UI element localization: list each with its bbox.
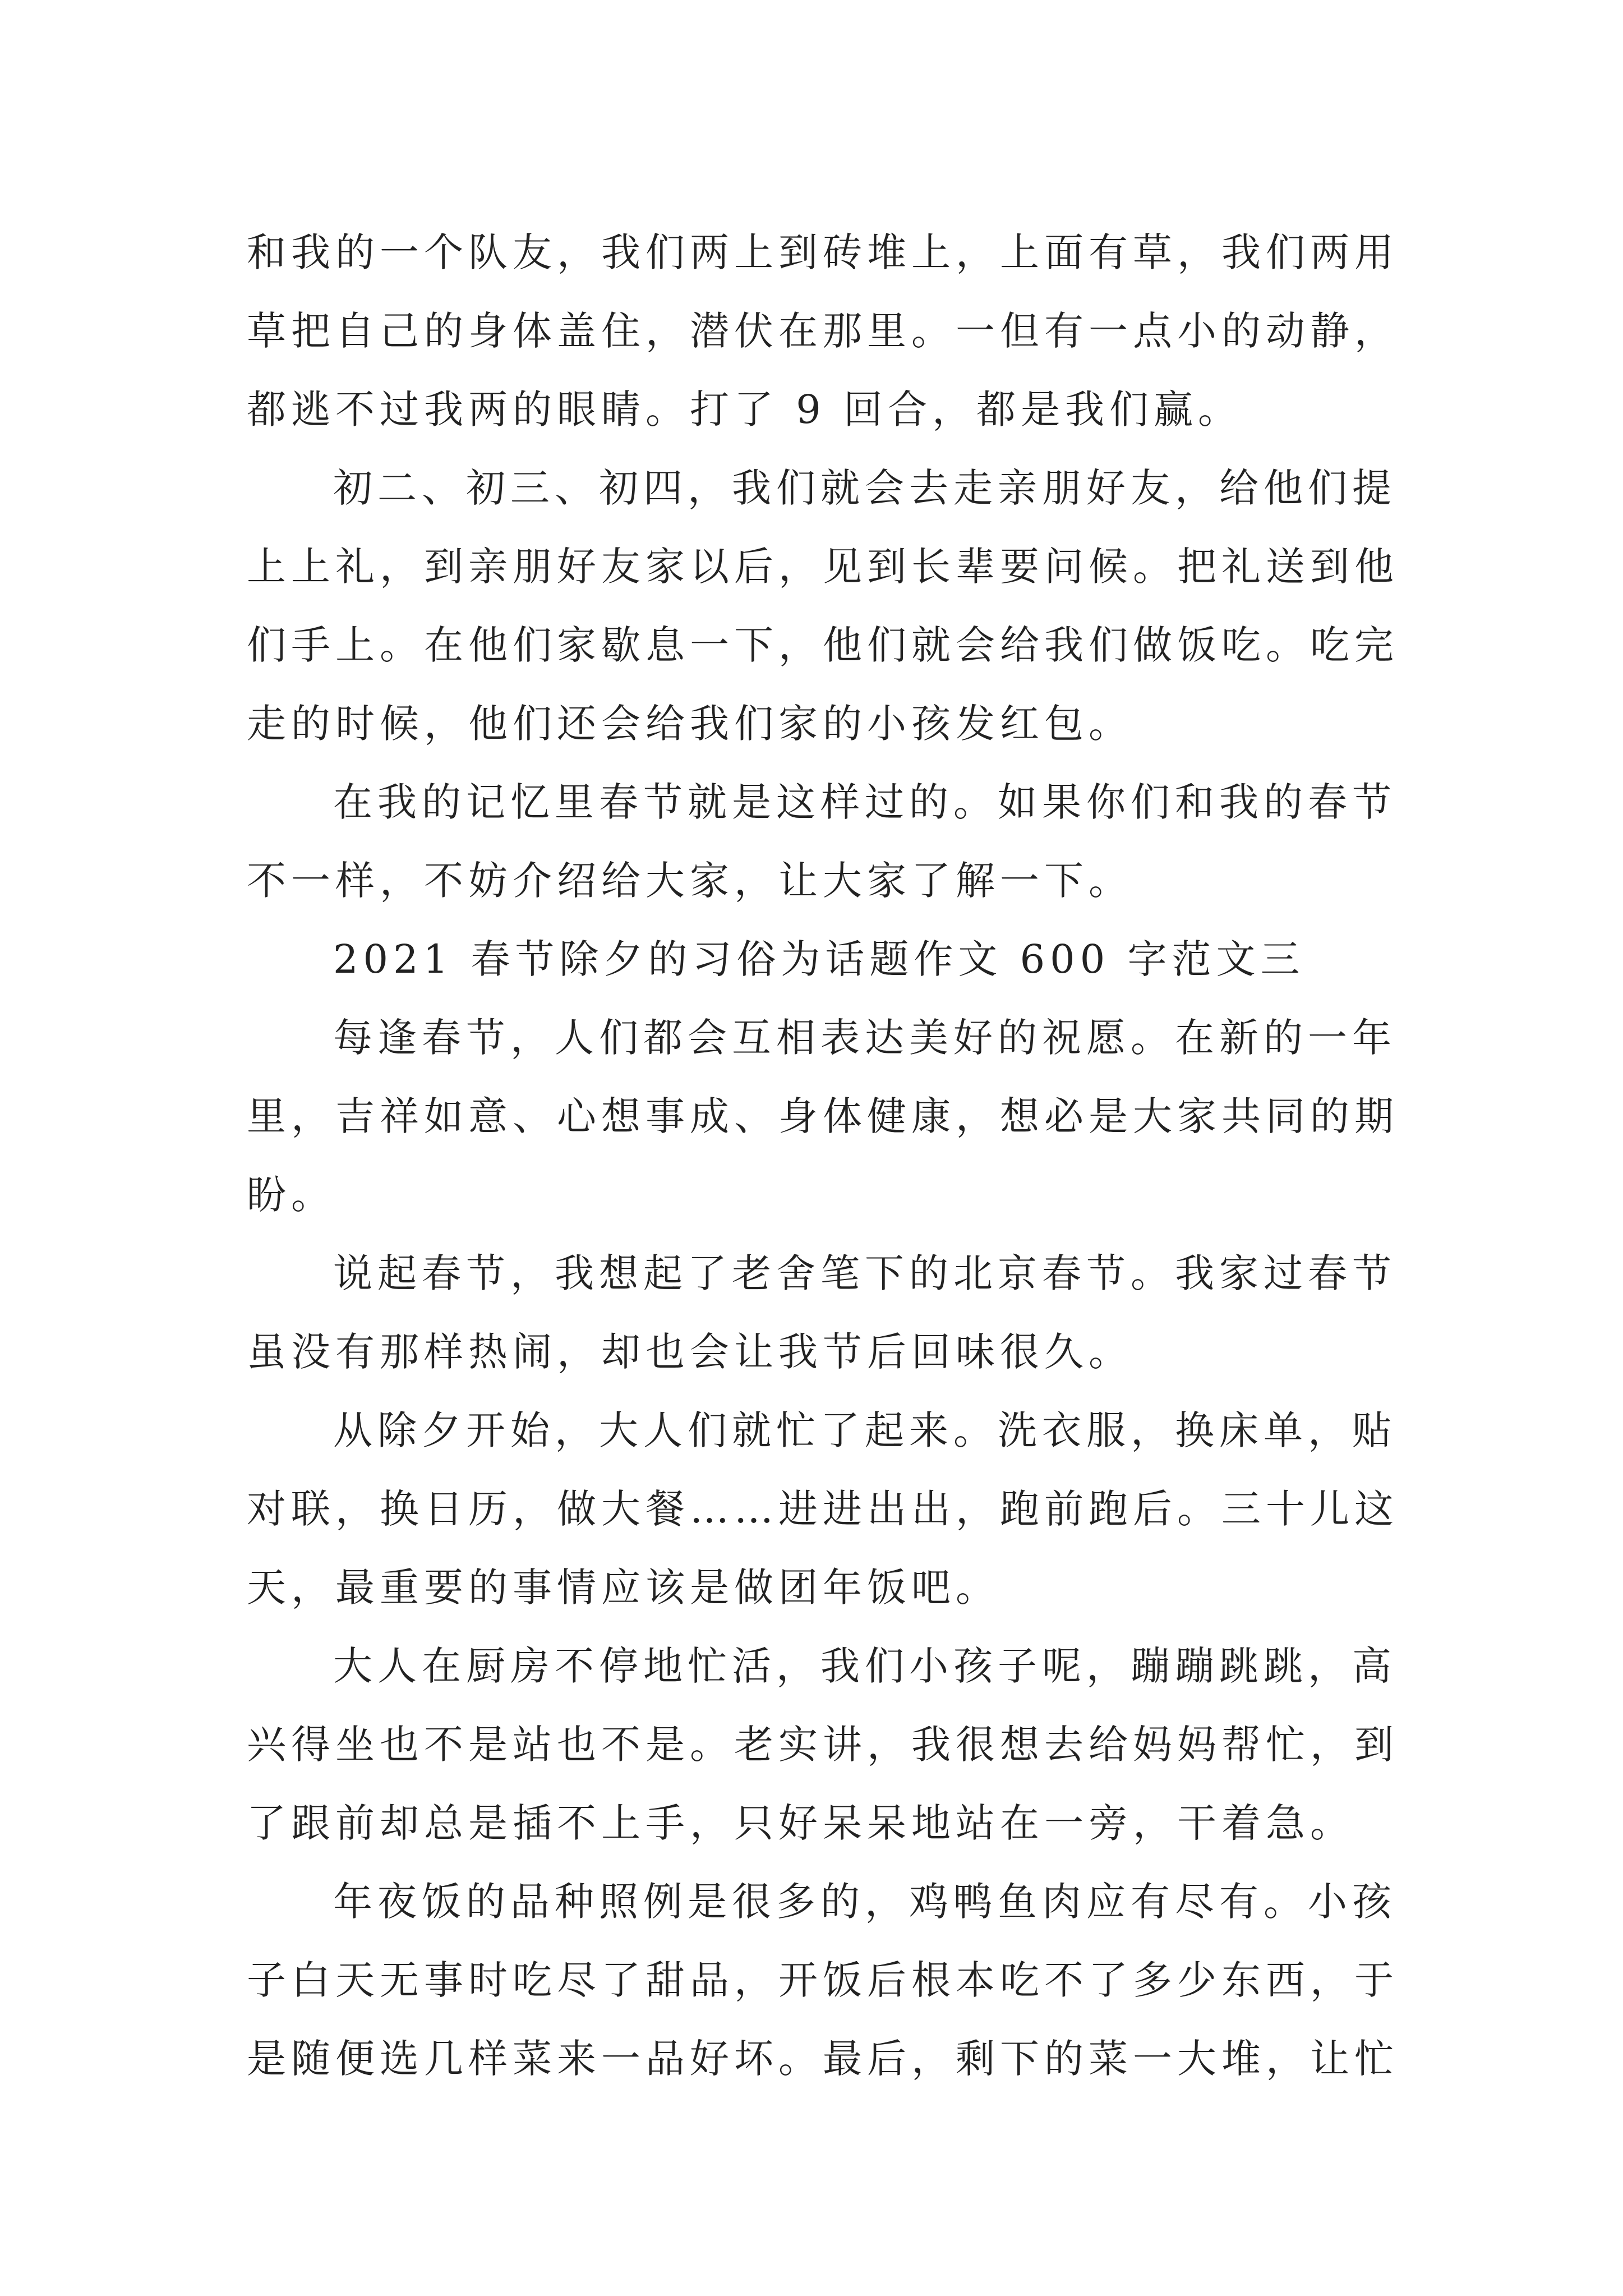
paragraph-start-line: 在我的记忆里春节就是这样过的。如果你们和我的春节 [333,779,1396,825]
text-line: 兴得坐也不是站也不是。老实讲，我很想去给妈妈帮忙，到 [247,1722,1399,1768]
text-line: 里，吉祥如意、心想事成、身体健康，想必是大家共同的期 [247,1093,1399,1139]
text-line: 和我的一个队友，我们两上到砖堆上，上面有草，我们两用 [247,229,1399,275]
paragraph-start-line: 大人在厨房不停地忙活，我们小孩子呢，蹦蹦跳跳，高 [333,1643,1396,1689]
paragraph-start-line: 说起春节，我想起了老舍笔下的北京春节。我家过春节 [333,1250,1396,1296]
text-line: 都逃不过我两的眼睛。打了 9 回合，都是我们赢。 [247,386,1243,432]
paragraph-start-line: 每逢春节，人们都会互相表达美好的祝愿。在新的一年 [333,1015,1396,1061]
text-line: 走的时候，他们还会给我们家的小孩发红包。 [247,701,1133,747]
text-line: 盼。 [247,1172,335,1218]
paragraph-start-line: 从除夕开始，大人们就忙了起来。洗衣服，换床单，贴 [333,1407,1396,1453]
paragraph-start-line: 初二、初三、初四，我们就会去走亲朋好友，给他们提 [333,465,1396,511]
text-line: 草把自己的身体盖住，潜伏在那里。一但有一点小的动静， [247,308,1399,354]
paragraph-start-line: 年夜饭的品种照例是很多的，鸡鸭鱼肉应有尽有。小孩 [333,1879,1396,1925]
section-heading: 2021 春节除夕的习俗为话题作文 600 字范文三 [333,936,1305,982]
text-line: 上上礼，到亲朋好友家以后，见到长辈要问候。把礼送到他 [247,544,1399,590]
text-line: 们手上。在他们家歇息一下，他们就会给我们做饭吃。吃完 [247,622,1399,668]
text-line: 天，最重要的事情应该是做团年饭吧。 [247,1565,1000,1611]
text-line: 了跟前却总是插不上手，只好呆呆地站在一旁，干着急。 [247,1800,1354,1846]
text-line: 虽没有那样热闹，却也会让我节后回味很久。 [247,1329,1133,1375]
essay-body [247,213,1399,2098]
text-line: 子白天无事时吃尽了甜品，开饭后根本吃不了多少东西，于 [247,1957,1399,2003]
text-line: 是随便选几样菜来一品好坏。最后，剩下的菜一大堆，让忙 [247,2036,1399,2082]
text-line: 对联，换日历，做大餐……进进出出，跑前跑后。三十儿这 [247,1486,1399,1532]
text-line: 不一样，不妨介绍给大家，让大家了解一下。 [247,858,1133,904]
